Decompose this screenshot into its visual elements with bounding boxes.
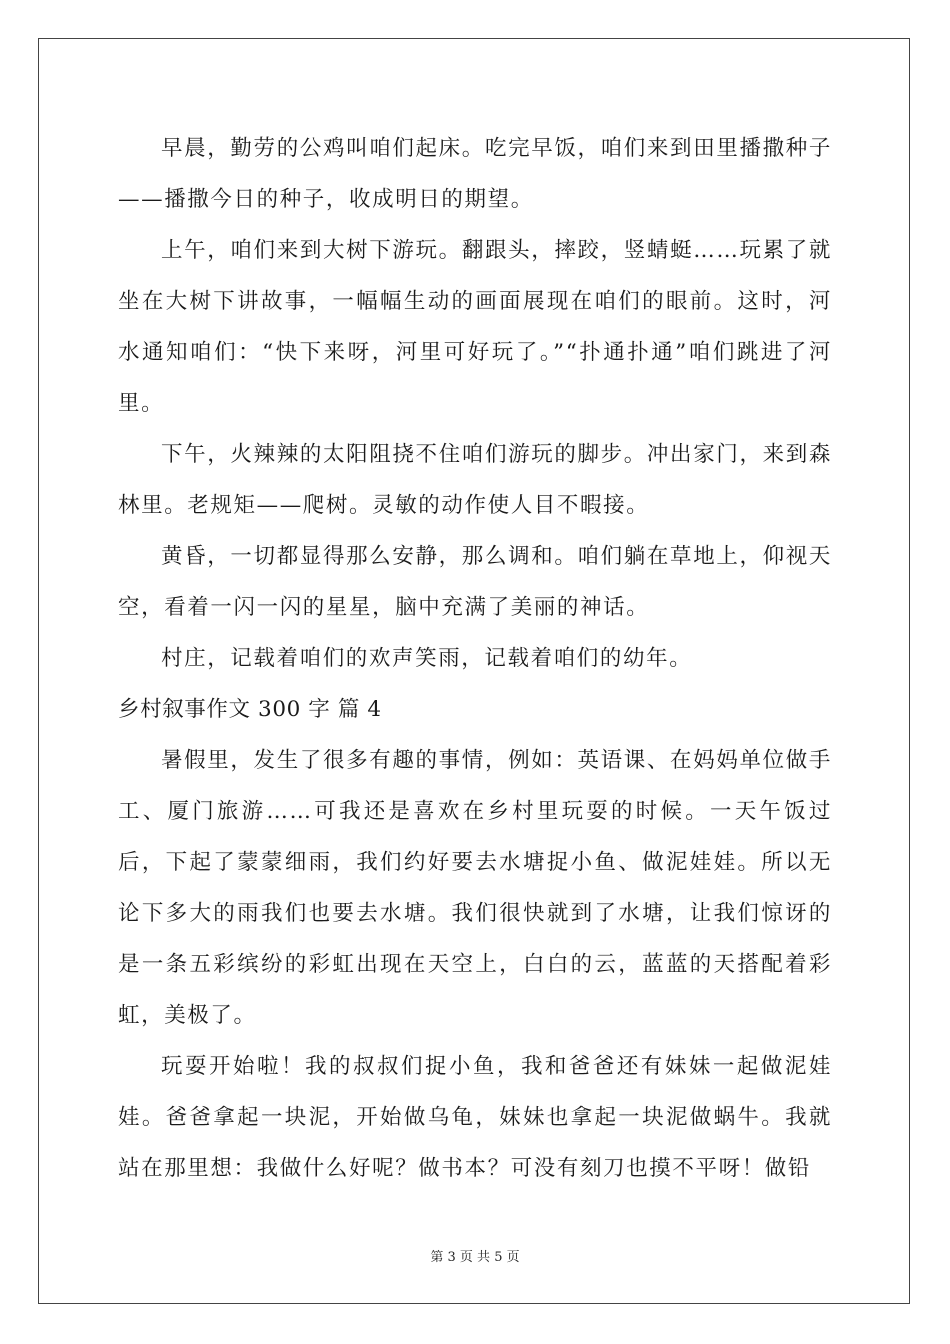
document-body [118, 123, 832, 1194]
paragraph-afternoon: 下午，火辣辣的太阳阻挠不住咱们游玩的脚步。冲出家门，来到森林里。老规矩——爬树。灵敏的动作使人目不暇接。 [118, 442, 832, 518]
paragraph-summer: 暑假里，发生了很多有趣的事情，例如：英语课、在妈妈单位做手工、厦门旅游……可我还是喜欢在乡村里玩耍的时候。一天午饭过后，下起了蒙蒙细雨，我们约好要去水塘捉小鱼、做泥娃娃。所以无论下多大的雨我们也要去水塘。我们很快就到了水塘，让我们惊讶的是一条五彩缤纷的彩虹出现在天空上，白白的云，蓝蓝的天搭配着彩虹，美极了。 [118, 748, 832, 1028]
paragraph-play: 玩耍开始啦！我的叔叔们捉小鱼，我和爸爸还有妹妹一起做泥娃娃。爸爸拿起一块泥，开始做乌龟，妹妹也拿起一块泥做蜗牛。我就站在那里想：我做什么好呢？做书本？可没有刻刀也摸不平呀！做铅 [118, 1054, 832, 1181]
paragraph-village: 村庄，记载着咱们的欢声笑雨，记载着咱们的幼年。 [161, 646, 693, 671]
section-heading: 乡村叙事作文 300 字 篇 4 [118, 697, 382, 722]
paragraph-dusk: 黄昏，一切都显得那么安静，那么调和。咱们躺在草地上，仰视天空，看着一闪一闪的星星，脑中充满了美丽的神话。 [118, 544, 832, 620]
page-number-footer: 第 3 页 共 5 页 [430, 1250, 520, 1265]
paragraph-forenoon: 上午，咱们来到大树下游玩。翻跟头，摔跤，竖蜻蜓……玩累了就坐在大树下讲故事，一幅幅生动的画面展现在咱们的眼前。这时，河水通知咱们：“快下来呀，河里可好玩了。”“扑通扑通”咱们跳进了河里。 [118, 238, 832, 416]
paragraph-morning: 早晨，勤劳的公鸡叫咱们起床。吃完早饭，咱们来到田里播撒种子——播撒今日的种子，收成明日的期望。 [118, 136, 832, 212]
